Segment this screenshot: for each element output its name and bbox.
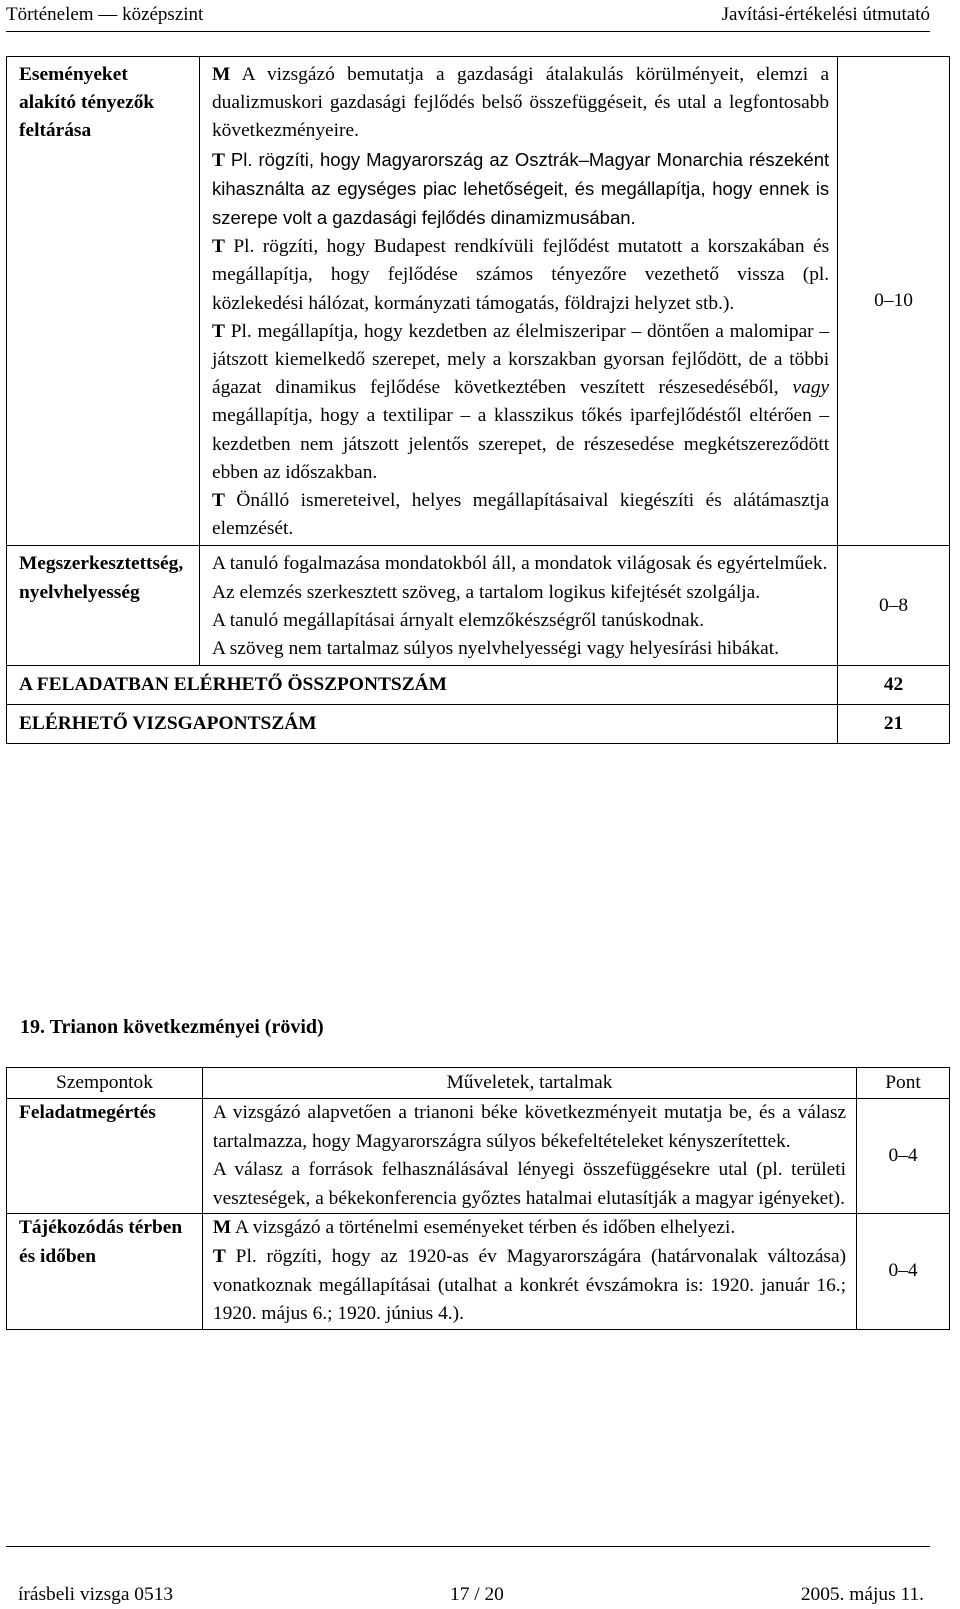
table-row bbox=[7, 57, 950, 546]
operation-paragraph: T Pl. rögzíti, hogy Budapest rendkívüli fejlődést mutatott a korszakában és megállapítja, hogy fejlődése számos tényezőre vezethető vissza (pl. közlekedési hálózat, kormányzati támogatás, földrajzi helyzet stb.). bbox=[211, 236, 830, 314]
exam-total-value: 21 bbox=[838, 705, 950, 744]
points-cell: 0–4 bbox=[857, 1099, 950, 1214]
scoring-table-19 bbox=[6, 1067, 950, 1330]
column-header-criteria: Szempontok bbox=[7, 1068, 203, 1099]
operations-cell bbox=[199, 57, 837, 546]
footer-divider bbox=[6, 1546, 930, 1547]
points-cell: 0–8 bbox=[838, 546, 950, 666]
points-cell: 0–10 bbox=[838, 57, 950, 546]
operation-paragraph: M A vizsgázó a történelmi eseményeket térben és időben elhelyezi. bbox=[212, 1217, 736, 1239]
operation-paragraph: A válasz a források felhasználásával lényegi összefüggésekre utal (pl. területi veszteségek, a békekonferencia győztes hatalmai elutasítják a magyar igényeket). bbox=[212, 1159, 847, 1209]
header-document-type: Javítási-értékelési útmutató bbox=[721, 4, 930, 25]
operation-paragraph: T Önálló ismereteivel, helyes megállapításaival kiegészíti és alátámasztja elemzését. bbox=[211, 490, 830, 540]
page-header bbox=[6, 2, 930, 28]
operation-paragraph: A tanuló fogalmazása mondatokból áll, a mondatok világosak és egyértelműek. bbox=[211, 553, 828, 575]
section-title: 19. Trianon következményei (rövid) bbox=[20, 1016, 324, 1038]
operation-paragraph: A tanuló megállapításai árnyalt elemzőkészségről tanúskodnak. bbox=[211, 609, 705, 631]
criterion-cell: Feladatmegértés bbox=[7, 1099, 203, 1214]
exam-total-label: ELÉRHETŐ VIZSGAPONTSZÁM bbox=[7, 705, 838, 744]
operations-cell bbox=[202, 1214, 856, 1329]
criterion-cell: Tájékozódás térben és időben bbox=[7, 1214, 203, 1329]
table-row bbox=[7, 1099, 950, 1214]
column-header-operations: Műveletek, tartalmak bbox=[202, 1068, 856, 1099]
scoring-table-18 bbox=[6, 56, 950, 744]
header-subject: Történelem — középszint bbox=[6, 4, 204, 25]
operation-paragraph: T Pl. megállapítja, hogy kezdetben az élelmiszeripar – döntően a malomipar – játszott kiemelkedő szerepet, mely a korszakban gyorsan fejlődött, de a többi ágazat dinamikus fejlődése következtében veszített részesedéséből, vagy megállapítja, hogy a textilipar – a klasszikus tőkés iparfejlődéstől eltérően – kezdetben nem játszott jelentős szerepet, de részesedése megkétszereződött ebben az időszakban. bbox=[211, 320, 830, 483]
column-header-points: Pont bbox=[857, 1068, 950, 1099]
table-header-row bbox=[7, 1068, 950, 1099]
total-value: 42 bbox=[838, 666, 950, 705]
total-label: A FELADATBAN ELÉRHETŐ ÖSSZPONTSZÁM bbox=[7, 666, 838, 705]
footer-date: 2005. május 11. bbox=[800, 1584, 924, 1605]
header-divider bbox=[6, 31, 930, 32]
exam-total-row bbox=[7, 705, 950, 744]
footer-exam-code: írásbeli vizsga 0513 bbox=[18, 1584, 174, 1605]
operation-paragraph: T Pl. rögzíti, hogy az 1920-as év Magyarországára (határvonalak változása) vonatkoznak megállapításai (utalhat a konkrét évszámokra is: 1920. január 16.; 1920. május 6.; 1920. június 4.). bbox=[212, 1245, 847, 1325]
criterion-cell: Megszerkesztettség, nyelvhelyesség bbox=[7, 546, 200, 666]
table-row bbox=[7, 1214, 950, 1329]
points-cell: 0–4 bbox=[857, 1214, 950, 1329]
operation-paragraph: T Pl. rögzíti, hogy Magyarország az Osztrák–Magyar Monarchia részeként kihasználta az egységes piac lehetőségeit, és megállapítja, hogy ennek is szerepe volt a gazdasági fejlődés dinamizmusában. bbox=[211, 148, 830, 229]
operation-paragraph: Az elemzés szerkesztett szöveg, a tartalom logikus kifejtését szolgálja. bbox=[211, 581, 761, 603]
footer-page-number: 17 / 20 bbox=[450, 1584, 504, 1605]
operation-paragraph: A vizsgázó alapvetően a trianoni béke következményeit mutatja be, és a válasz tartalmazza, hogy Magyarországra súlyos békefeltételeket kényszerítettek. bbox=[212, 1102, 847, 1152]
operation-paragraph: A szöveg nem tartalmaz súlyos nyelvhelyességi vagy helyesírási hibákat. bbox=[211, 638, 780, 660]
operations-cell bbox=[199, 546, 837, 666]
operations-cell bbox=[202, 1099, 856, 1214]
table-row bbox=[7, 546, 950, 666]
total-row bbox=[7, 666, 950, 705]
criterion-cell: Eseményeket alakító tényezők feltárása bbox=[7, 57, 200, 546]
operation-paragraph: M A vizsgázó bemutatja a gazdasági átalakulás körülményeit, elemzi a dualizmuskori gazdasági fejlődés belső összefüggéseit, és utal a legfontosabb következményeire. bbox=[211, 64, 830, 142]
